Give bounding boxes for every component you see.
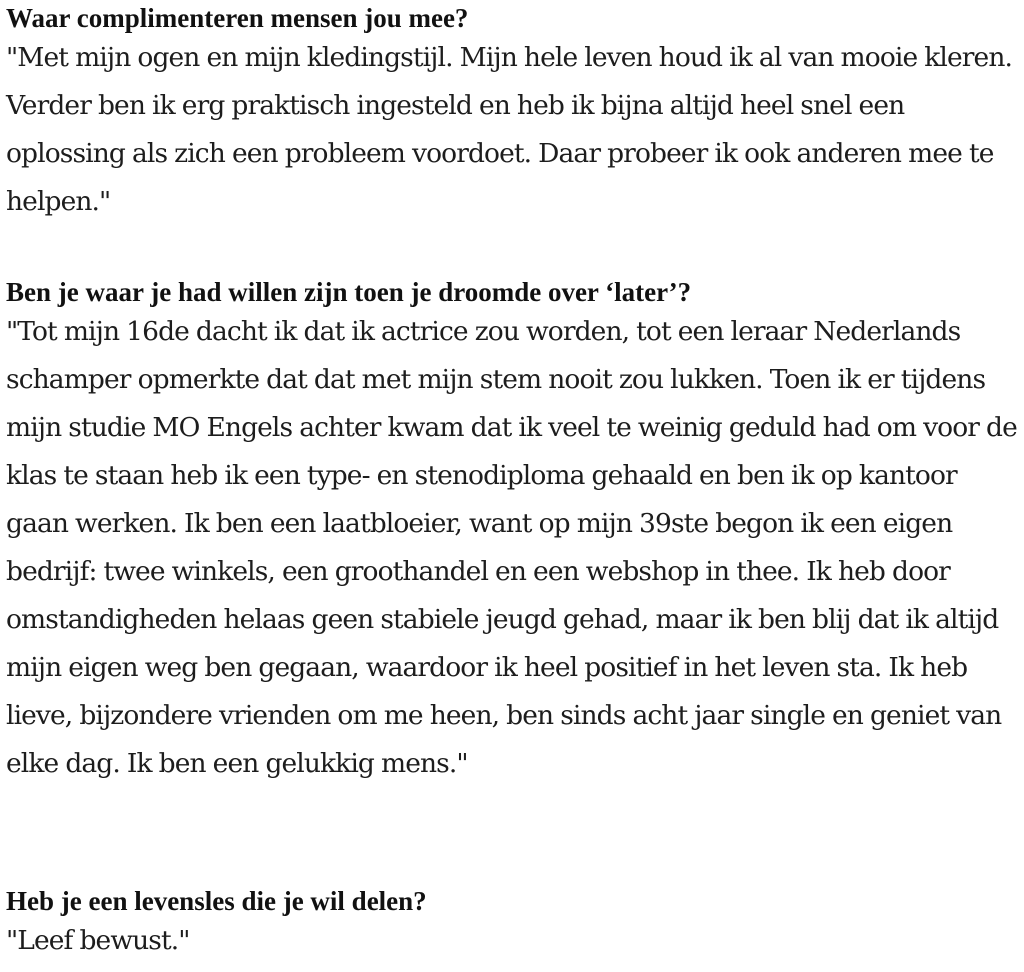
qa-block-dreams — [6, 274, 1022, 788]
question-heading: Waar complimenteren mensen jou mee? — [6, 3, 469, 33]
question-heading: Ben je waar je had willen zijn toen je droomde over ‘later’? — [6, 277, 692, 307]
question-heading: Heb je een levensles die je wil delen? — [6, 886, 427, 916]
answer-paragraph: "Leef bewust." — [6, 925, 190, 956]
qa-block-compliments — [6, 0, 1022, 226]
answer-paragraph: "Met mijn ogen en mijn kledingstijl. Mijn hele leven houd ik al van mooie kleren. Verder ben ik erg praktisch ingesteld en heb ik bijna altijd heel snel een oplossing als zich een probleem voordoet. Daar probeer ik ook anderen mee te helpen." — [6, 42, 1013, 217]
answer-paragraph: "Tot mijn 16de dacht ik dat ik actrice zou worden, tot een leraar Nederlands schamper opmerkte dat dat met mijn stem nooit zou lukken. Toen ik er tijdens mijn studie MO Engels achter kwam dat ik veel te weinig geduld had om voor de klas te staan heb ik een type- en stenodiploma gehaald en ben ik op kantoor gaan werken. Ik ben een laatbloeier, want op mijn 39ste begon ik een eigen bedrijf: twee winkels, een groothandel en een webshop in thee. Ik heb door omstandigheden helaas geen stabiele jeugd gehad, maar ik ben blij dat ik altijd mijn eigen weg ben gegaan, waardoor ik heel positief in het leven sta. Ik heb lieve, bijzondere vrienden om me heen, ben sinds acht jaar single en geniet van elke dag. Ik ben een gelukkig mens." — [6, 316, 1017, 779]
qa-block-life-lesson — [6, 883, 427, 965]
